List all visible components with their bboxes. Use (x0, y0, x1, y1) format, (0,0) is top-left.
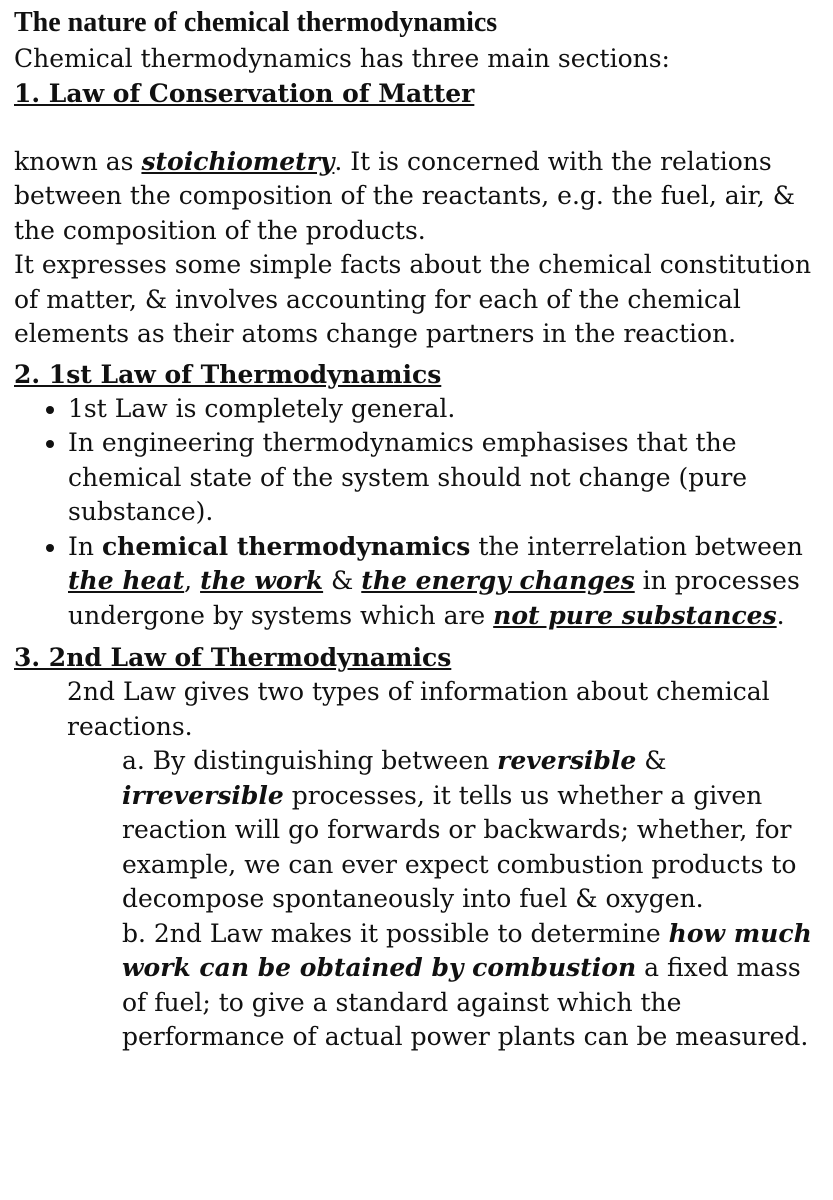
energy-changes-term: the energy changes (361, 566, 635, 595)
text-run: known as (14, 146, 142, 176)
reversible-term: reversible (497, 746, 637, 775)
section-3-item-b (14, 917, 824, 1055)
bullet-item (68, 530, 824, 634)
work-term: the work (200, 566, 324, 595)
text-run: the interrelation between (470, 531, 803, 561)
section-3-heading: 3. 2nd Law of Thermodynamics (14, 643, 452, 672)
text-run: & (323, 566, 362, 595)
bullet-item: • 1st Law is completely general. (68, 392, 824, 427)
text-run: in processes undergone by systems which are (68, 566, 800, 630)
section-1-paragraph-2: It expresses some simple facts about the chemical constitution of matter, & involves accounting for each of the chemical elements as their atoms change partners in the reaction. (14, 250, 812, 348)
text-run: . (776, 600, 785, 630)
chemical-thermodynamics-term: chemical thermodynamics (101, 531, 471, 561)
text-run: & (636, 746, 667, 775)
irreversible-term: irreversible (122, 780, 284, 810)
text-run: b. 2nd Law makes it possible to determine (122, 918, 669, 948)
text-run: processes, it tells us whether a given reaction will go forwards or backwards; whether, for example, we can ever expect combustion products to decompose spontaneously into fuel & oxygen. (122, 780, 797, 913)
section-3-intro: 2nd Law gives two types of information about chemical reactions. (67, 677, 770, 741)
text-run: a fixed mass of fuel; to give a standard against which the performance of actual power plants can be measured. (122, 953, 809, 1051)
not-pure-substances-term: not pure substances (493, 600, 777, 630)
text-run: a. By distinguishing between (122, 746, 498, 775)
intro-text: Chemical thermodynamics has three main sections: (14, 44, 670, 73)
section-2-heading: 2. 1st Law of Thermodynamics (14, 359, 442, 389)
bullet-item: • In engineering thermodynamics emphasises that the chemical state of the system should not change (pure substance). (68, 426, 824, 530)
text-run: . It is concerned with the relations between the composition of the reactants, e.g. the fuel, air, & the composition of the products. (14, 146, 795, 245)
section-2 (14, 358, 824, 634)
heat-term: the heat (68, 566, 185, 595)
work-by-combustion-term: how much work can be obtained by combustion (122, 918, 812, 982)
document-page (14, 6, 824, 1055)
page-title: The nature of chemical thermodynamics (14, 7, 498, 38)
stoichiometry-term: stoichiometry (141, 146, 335, 176)
section-3-item-a (14, 744, 824, 917)
blank-line (14, 111, 824, 145)
section-3 (14, 641, 824, 1055)
section-1-paragraph-1 (14, 145, 824, 249)
section-1 (14, 77, 824, 352)
text-run: , (184, 566, 201, 595)
text-run: In (68, 531, 102, 561)
section-1-heading: 1. Law of Conservation of Matter (14, 78, 475, 108)
section-2-bullet-list (14, 392, 824, 634)
